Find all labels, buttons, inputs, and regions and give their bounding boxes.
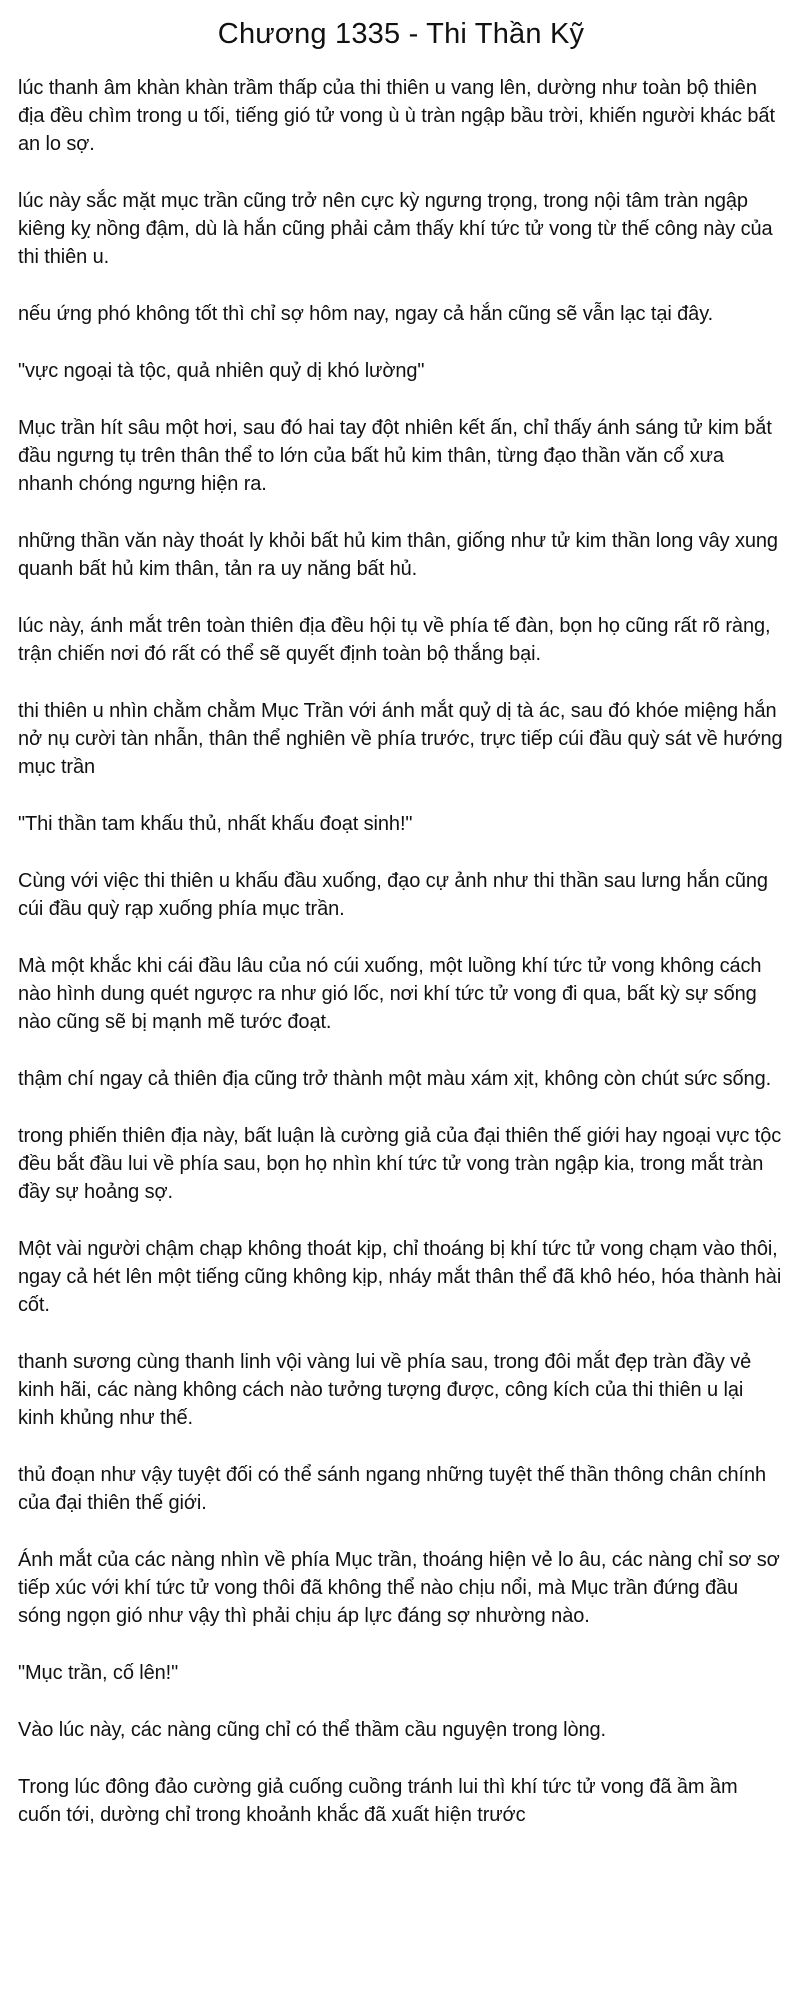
paragraph: thi thiên u nhìn chằm chằm Mục Trần với ánh mắt quỷ dị tà ác, sau đó khóe miệng hắn nở nụ cười tàn nhẫn, thân thể nghiên về phía trước, trực tiếp cúi đầu quỳ sát về hướng mục trần (18, 700, 783, 778)
paragraph: thậm chí ngay cả thiên địa cũng trở thành một màu xám xịt, không còn chút sức sống. (18, 1068, 772, 1090)
paragraph: nếu ứng phó không tốt thì chỉ sợ hôm nay, ngay cả hắn cũng sẽ vẫn lạc tại đây. (18, 303, 714, 325)
paragraph: thanh sương cùng thanh linh vội vàng lui về phía sau, trong đôi mắt đẹp tràn đầy vẻ kinh hãi, các nàng không cách nào tưởng tượng được, công kích của thi thiên u lại kinh khủng như thế. (18, 1351, 752, 1429)
paragraph: "Thi thần tam khấu thủ, nhất khấu đoạt sinh!" (18, 813, 413, 835)
paragraph: Một vài người chậm chạp không thoát kịp, chỉ thoáng bị khí tức tử vong chạm vào thôi, ngay cả hét lên một tiếng cũng không kịp, nháy mắt thân thể đã khô héo, hóa thành hài cốt. (18, 1238, 782, 1316)
paragraph: Trong lúc đông đảo cường giả cuống cuồng tránh lui thì khí tức tử vong đã ầm ầm cuốn tới, dường chỉ trong khoảnh khắc đã xuất hiện trước (18, 1776, 738, 1826)
paragraph: lúc này sắc mặt mục trần cũng trở nên cực kỳ ngưng trọng, trong nội tâm tràn ngập kiêng kỵ nồng đậm, dù là hắn cũng phải cảm thấy khí tức tử vong từ thế công này của thi thiên u. (18, 190, 773, 268)
paragraph: thủ đoạn như vậy tuyệt đối có thể sánh ngang những tuyệt thế thần thông chân chính của đại thiên thế giới. (18, 1464, 767, 1514)
paragraph: Mà một khắc khi cái đầu lâu của nó cúi xuống, một luồng khí tức tử vong không cách nào hình dung quét ngược ra như gió lốc, nơi khí tức tử vong đi qua, bất kỳ sự sống nào cũng sẽ bị mạnh mẽ tước đoạt. (18, 955, 762, 1033)
paragraph: Cùng với việc thi thiên u khấu đầu xuống, đạo cự ảnh như thi thần sau lưng hắn cũng cúi đầu quỳ rạp xuống phía mục trần. (18, 870, 768, 920)
paragraph: lúc này, ánh mắt trên toàn thiên địa đều hội tụ về phía tế đàn, bọn họ cũng rất rõ ràng, trận chiến nơi đó rất có thể sẽ quyết định toàn bộ thắng bại. (18, 615, 771, 665)
chapter-title: Chương 1335 - Thi Thần Kỹ (217, 18, 585, 50)
chapter-body (18, 74, 784, 1829)
paragraph: Mục trần hít sâu một hơi, sau đó hai tay đột nhiên kết ấn, chỉ thấy ánh sáng tử kim bắt đầu ngưng tụ trên thân thể to lớn của bất hủ kim thân, từng đạo thần văn cổ xưa nhanh chóng ngưng hiện ra. (18, 417, 772, 495)
paragraph: Vào lúc này, các nàng cũng chỉ có thể thầm cầu nguyện trong lòng. (18, 1719, 606, 1741)
paragraph: lúc thanh âm khàn khàn trầm thấp của thi thiên u vang lên, dường như toàn bộ thiên địa đều chìm trong u tối, tiếng gió tử vong ù ù tràn ngập bầu trời, khiến người khác bất an lo sợ. (18, 77, 775, 155)
paragraph: trong phiến thiên địa này, bất luận là cường giả của đại thiên thế giới hay ngoại vực tộc đều bắt đầu lui về phía sau, bọn họ nhìn khí tức tử vong tràn ngập kia, trong mắt tràn đầy sự hoảng sợ. (18, 1125, 782, 1203)
paragraph: những thần văn này thoát ly khỏi bất hủ kim thân, giống như tử kim thần long vây xung quanh bất hủ kim thân, tản ra uy năng bất hủ. (18, 530, 778, 580)
paragraph: Ánh mắt của các nàng nhìn về phía Mục trần, thoáng hiện vẻ lo âu, các nàng chỉ sơ sơ tiếp xúc với khí tức tử vong thôi đã không thể nào chịu nổi, mà Mục trần đứng đầu sóng ngọn gió như vậy thì phải chịu áp lực đáng sợ nhường nào. (18, 1549, 780, 1627)
paragraph: "vực ngoại tà tộc, quả nhiên quỷ dị khó lường" (18, 360, 425, 382)
paragraph: "Mục trần, cố lên!" (18, 1662, 179, 1684)
